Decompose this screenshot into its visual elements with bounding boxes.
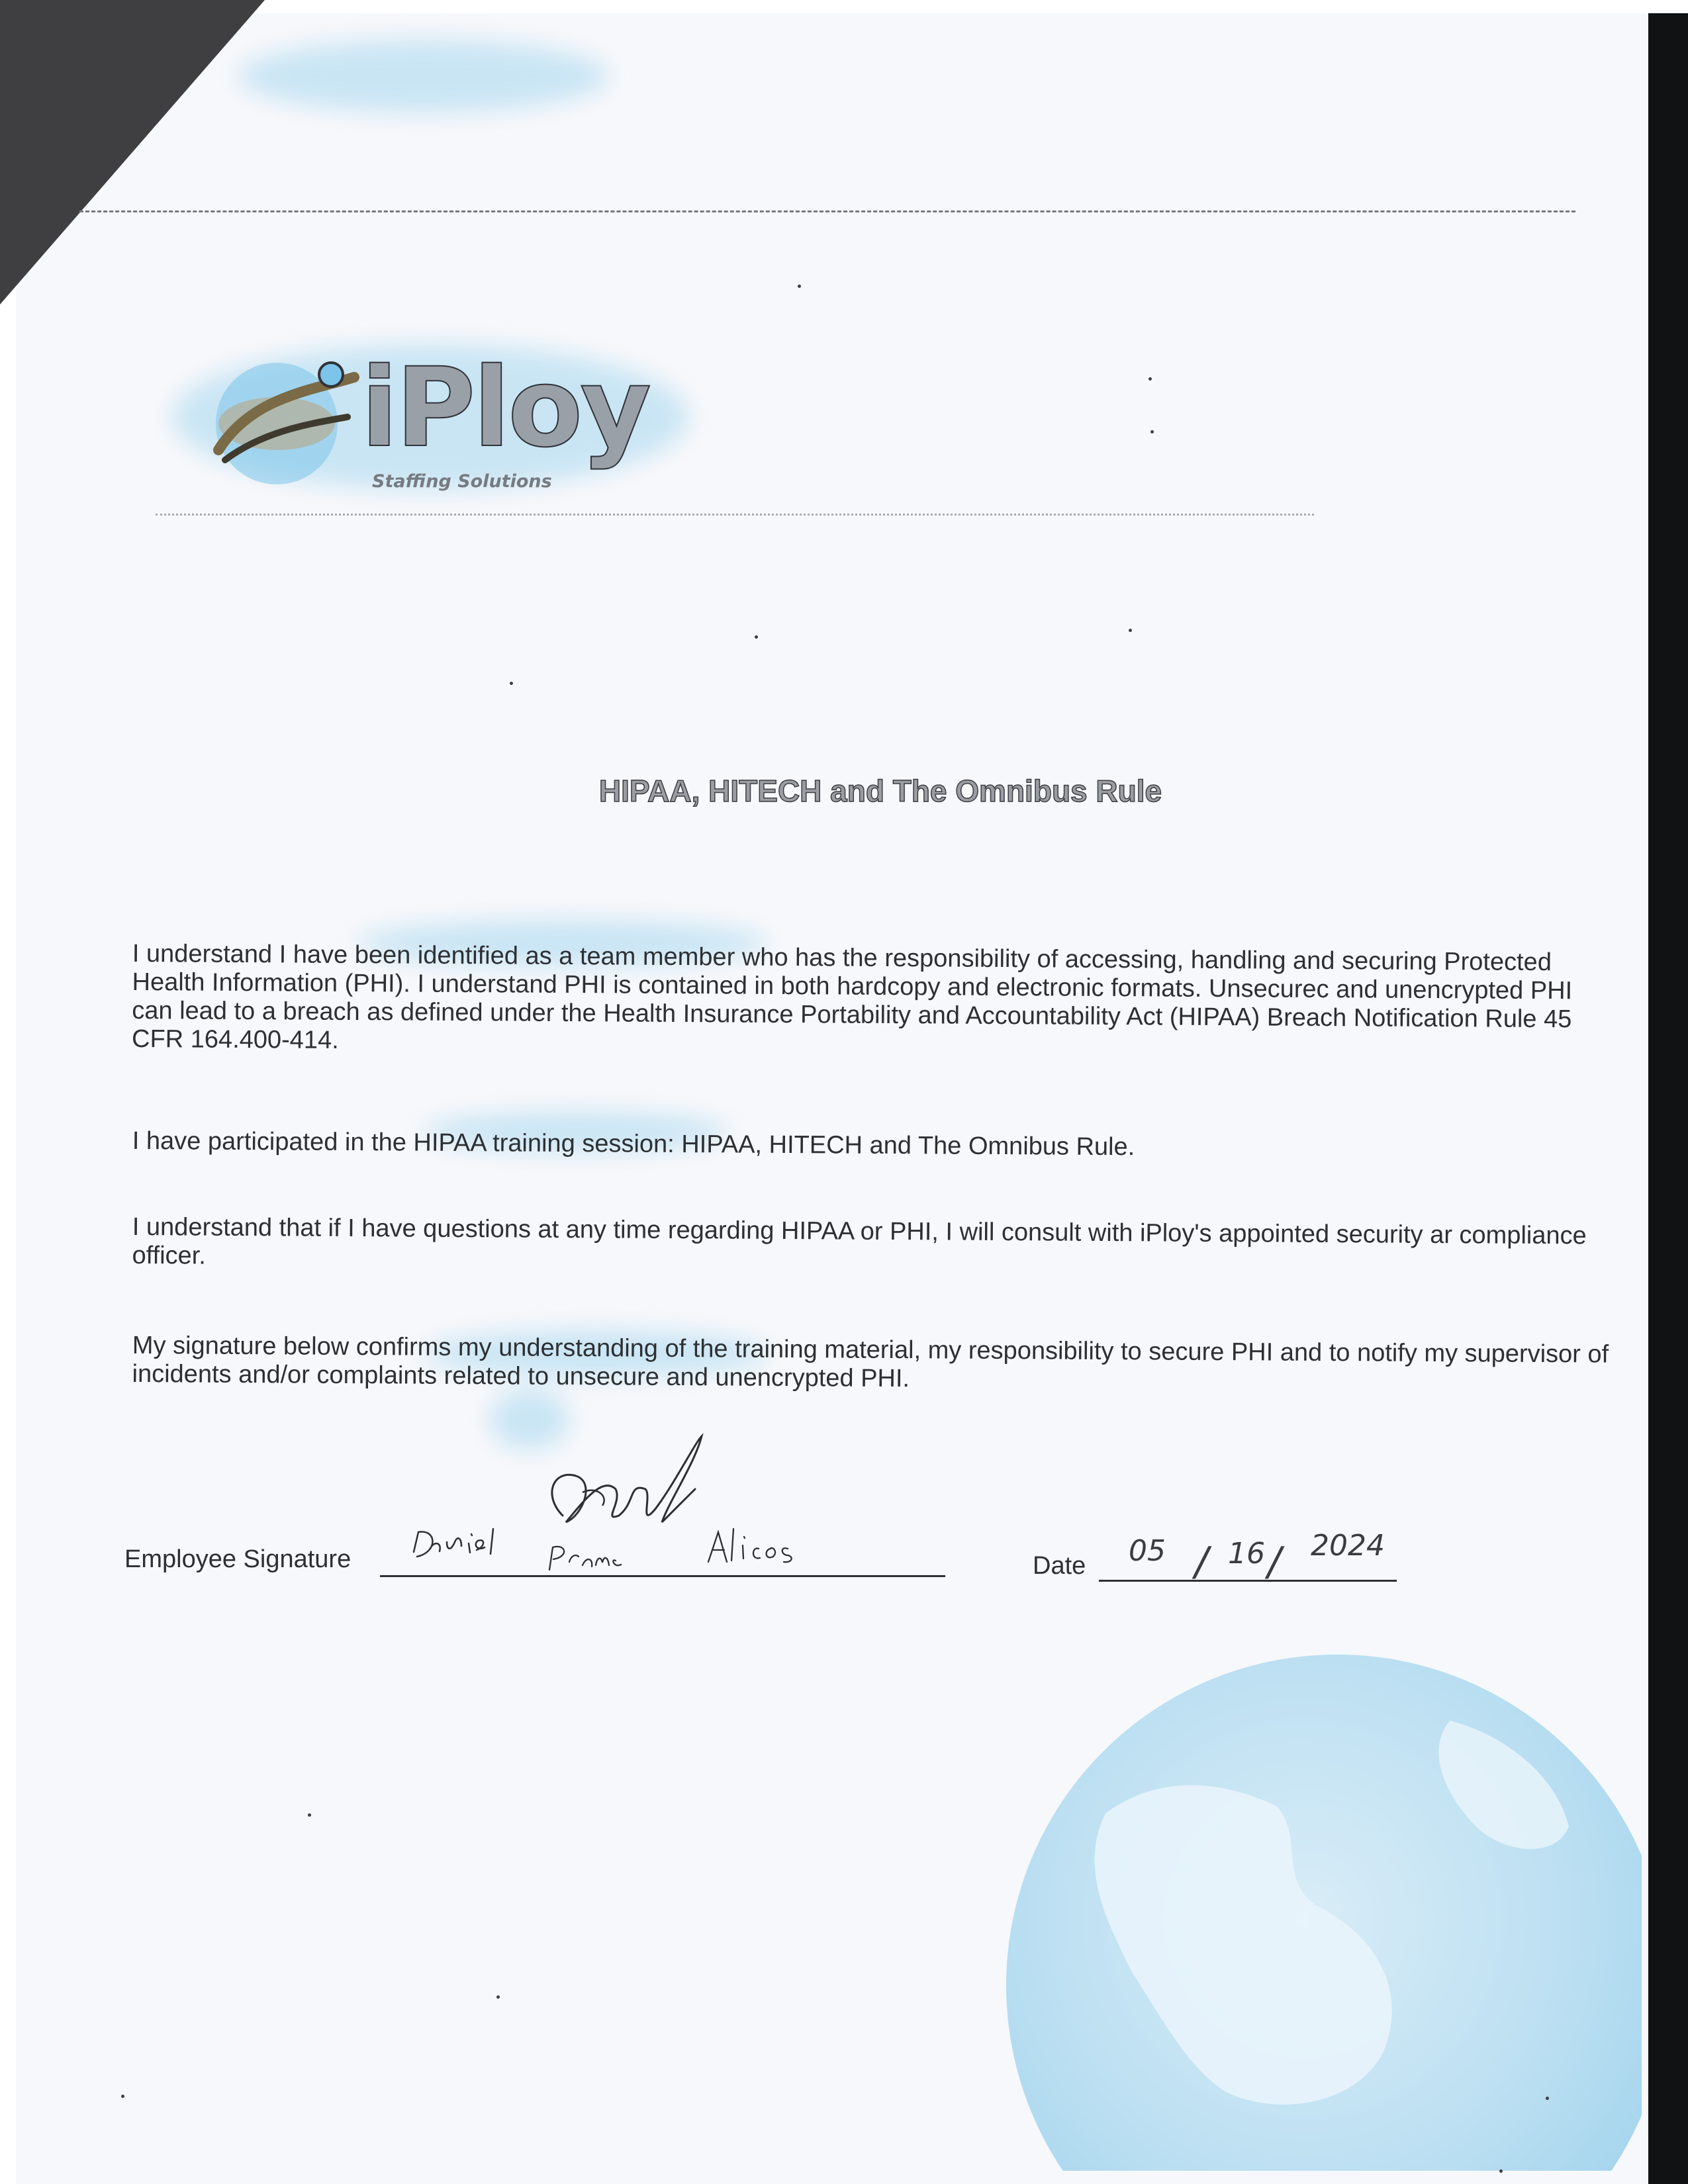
globe-watermark-icon: [907, 1641, 1642, 2171]
scan-speck: [308, 1813, 311, 1817]
employee-signature-label: Employee Signature: [124, 1545, 352, 1573]
date-separator: /: [1268, 1539, 1282, 1585]
scan-speck: [121, 2095, 124, 2098]
company-logo: [199, 344, 662, 503]
paragraph-training-participation: I have participated in the HIPAA training session: HIPAA, HITECH and The Omnibus Rule.: [132, 1127, 1135, 1161]
document-title: HIPAA, HITECH and The Omnibus Rule: [598, 774, 1162, 808]
letterhead-dotted-rule: [156, 514, 1314, 516]
date-month: 05: [1129, 1534, 1166, 1568]
globe-swoosh-icon: [199, 351, 364, 503]
handwritten-signature: [384, 1430, 808, 1582]
paragraph-phi-responsibility: I understand I have been identified as a team member who has the responsibility of accessing, handling and securing Protected Health Information (PHI). I understand PHI is contained in both hardcopy and electronic formats. Unsecurec and unencrypted PHI can lead to a breach as defined under the Health Insurance Portability and Accountability Act (HIPAA) Breach Notification Rule 45 CFR 164.400-414.: [131, 940, 1573, 1054]
scan-speck: [1150, 430, 1154, 433]
date-line: [1099, 1580, 1397, 1582]
scan-speck: [1149, 377, 1152, 381]
date-day: 16: [1228, 1537, 1265, 1570]
header-dashed-rule: [79, 210, 1575, 212]
paragraph-signature-confirmation: My signature below confirms my understanding of the training material, my responsibility to secure PHI and to notify my supervisor of incidents and/or complaints related to unsecure and unencrypted PHI.: [132, 1332, 1609, 1393]
scan-speck: [798, 285, 801, 288]
scan-speck: [1546, 2097, 1549, 2100]
ink-smear: [238, 40, 609, 113]
logo-tagline: Staffing Solutions: [372, 471, 552, 492]
logo-wordmark: iPloy: [361, 344, 649, 471]
scan-speck: [510, 682, 513, 685]
date-separator: /: [1195, 1539, 1209, 1585]
scan-edge-shadow: [1648, 13, 1688, 2184]
date-label: Date: [1033, 1552, 1086, 1580]
scan-speck: [1499, 2169, 1503, 2173]
scan-speck: [755, 635, 758, 639]
scan-speck: [1129, 629, 1132, 632]
date-year: 2024: [1311, 1529, 1385, 1563]
paragraph-compliance-officer: I understand that if I have questions at any time regarding HIPAA or PHI, I will consult with iPloy's appointed security ar compliance officer.: [132, 1213, 1587, 1270]
scan-speck: [496, 1995, 500, 1999]
folded-corner: [0, 0, 265, 304]
